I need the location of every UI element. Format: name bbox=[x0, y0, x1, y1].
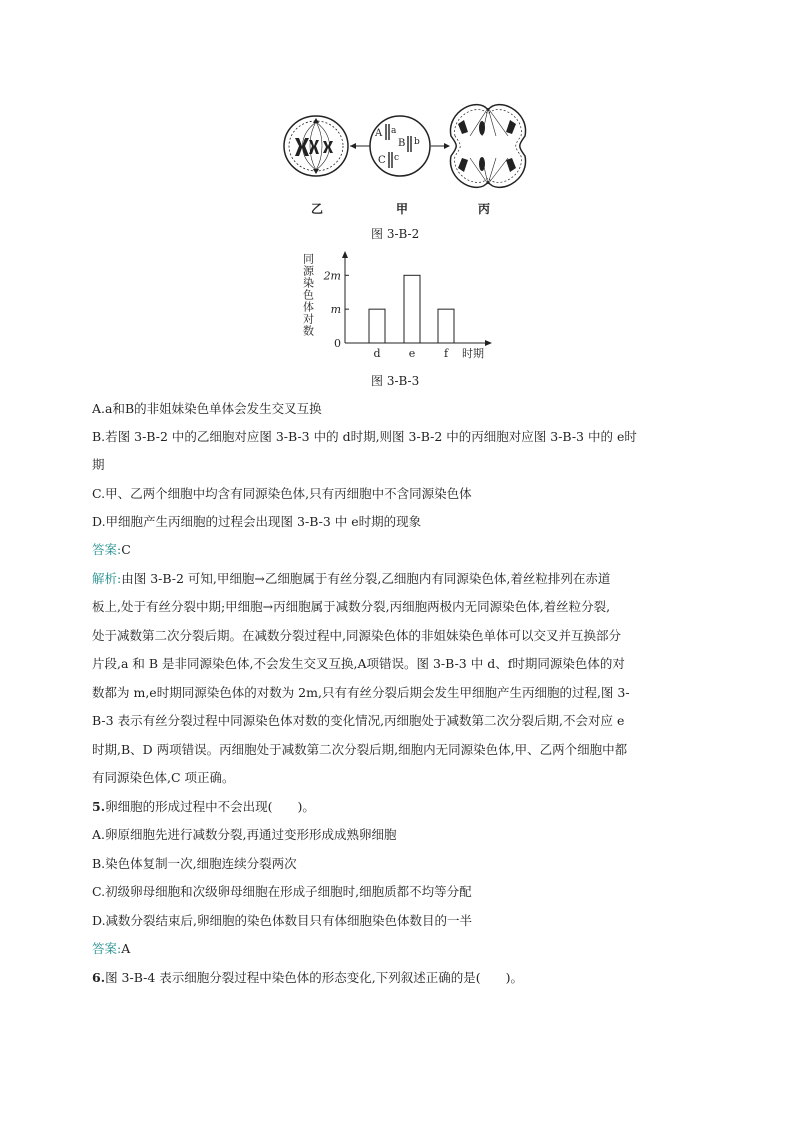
answer-label: 答案: bbox=[92, 941, 122, 956]
q5-stem-text: 卵细胞的形成过程中不会出现( )。 bbox=[105, 799, 315, 814]
q4-option-c: C.甲、乙两个细胞中均含有同源染色体,只有丙细胞中不含同源染色体 bbox=[92, 486, 472, 501]
q4-answer bbox=[92, 541, 131, 559]
q4-analysis-line-0 bbox=[92, 570, 610, 588]
y-tick-0: 0 bbox=[334, 337, 341, 350]
q5-option-b: B.染色体复制一次,细胞连续分裂两次 bbox=[92, 856, 297, 871]
cell-jia bbox=[370, 116, 430, 176]
figure-3-b-2-caption: 图 3-B-2 bbox=[371, 227, 420, 241]
label-c-upper: C bbox=[378, 155, 386, 166]
homolog-pair-chart bbox=[300, 245, 500, 365]
label-a-lower: a bbox=[391, 126, 397, 136]
q5-option-d: D.减数分裂结束后,卵细胞的染色体数目只有体细胞染色体数目的一半 bbox=[92, 913, 473, 928]
bar-f bbox=[438, 309, 454, 343]
x-axis-arrow bbox=[485, 340, 492, 346]
answer-value: A bbox=[121, 941, 131, 956]
q4-option-b-cont: 期 bbox=[92, 457, 105, 472]
cell-label-bing: 丙 bbox=[478, 202, 491, 216]
q5-option-c: C.初级卵母细胞和次级卵母细胞在形成子细胞时,细胞质都不均等分配 bbox=[92, 884, 472, 899]
analysis-text: 由图 3-B-2 可知,甲细胞→乙细胞属于有丝分裂,乙细胞内有同源染色体,着丝粒排列在赤道 bbox=[121, 571, 611, 586]
cell-label-jia: 甲 bbox=[396, 202, 409, 216]
q4-analysis-line-5: B-3 表示有丝分裂过程中同源染色体对数的变化情况,丙细胞处于减数第二次分裂后期,不会对应 e bbox=[92, 713, 625, 728]
cell-diagram bbox=[278, 96, 528, 201]
y-tick-1: m bbox=[330, 303, 341, 317]
y-axis-arrow bbox=[342, 251, 348, 258]
x-tick-d: d bbox=[373, 347, 381, 360]
figure-3-b-3 bbox=[300, 245, 500, 365]
q4-option-b: B.若图 3-B-2 中的乙细胞对应图 3-B-3 中的 d时期,则图 3-B-2 中的丙细胞对应图 3-B-3 中的 e时 bbox=[92, 429, 637, 444]
q6-number: 6. bbox=[92, 970, 106, 985]
q4-analysis-line-7: 有同源染色体,C 项正确。 bbox=[92, 770, 235, 785]
answer-value: C bbox=[121, 542, 131, 557]
q6-stem-text: 图 3-B-4 表示细胞分裂过程中染色体的形态变化,下列叙述正确的是( )。 bbox=[105, 970, 524, 985]
q4-analysis-line-6: 时期,B、D 两项错误。丙细胞处于减数第二次分裂后期,细胞内无同源染色体,甲、乙两个细胞中都 bbox=[92, 742, 628, 757]
bar-e bbox=[404, 275, 420, 343]
cell-label-yi: 乙 bbox=[311, 202, 324, 216]
q4-analysis-line-4: 数都为 m,e时期同源染色体的对数为 2m,只有有丝分裂后期会发生甲细胞产生丙细胞的过程,图 3- bbox=[92, 685, 630, 700]
cell-yi bbox=[284, 116, 348, 176]
q5-number: 5. bbox=[92, 799, 106, 814]
q5-option-a: A.卵原细胞先进行减数分裂,再通过变形形成成熟卵细胞 bbox=[92, 827, 397, 842]
chart-ylabel: 同源染色体对数 bbox=[301, 253, 315, 337]
label-a-upper: A bbox=[375, 128, 383, 139]
q4-analysis-line-2: 处于减数第二次分裂后期。在减数分裂过程中,同源染色体的非姐妹染色单体可以交叉并互换部分 bbox=[92, 628, 621, 643]
label-c-lower: c bbox=[394, 153, 400, 163]
x-tick-e: e bbox=[408, 347, 416, 360]
q4-analysis-line-3: 片段,a 和 B 是非同源染色体,不会发生交叉互换,A项错误。图 3-B-3 中 d、f时期同源染色体的对 bbox=[92, 656, 625, 671]
answer-label: 答案: bbox=[92, 542, 122, 557]
y-tick-2: 2m bbox=[323, 269, 341, 283]
chart-xlabel: 时期 bbox=[462, 347, 484, 360]
figure-3-b-2 bbox=[278, 96, 528, 201]
q5-answer bbox=[92, 940, 130, 958]
q4-option-d: D.甲细胞产生丙细胞的过程会出现图 3-B-3 中 e时期的现象 bbox=[92, 514, 422, 529]
x-tick-f: f bbox=[443, 347, 449, 360]
bar-d bbox=[369, 309, 385, 343]
q4-analysis-line-1: 板上,处于有丝分裂中期;甲细胞→丙细胞属于减数分裂,丙细胞两极内无同源染色体,着丝粒分裂, bbox=[92, 599, 611, 614]
analysis-label: 解析: bbox=[92, 571, 122, 586]
figure-3-b-3-caption: 图 3-B-3 bbox=[371, 374, 420, 388]
q5-stem bbox=[92, 798, 315, 816]
q4-option-a: A.a和B的非姐妹染色单体会发生交叉互换 bbox=[92, 401, 322, 416]
label-b-upper: B bbox=[398, 138, 406, 149]
cell-bing bbox=[450, 105, 525, 188]
label-b-lower: b bbox=[414, 137, 420, 147]
q6-stem bbox=[92, 969, 523, 987]
